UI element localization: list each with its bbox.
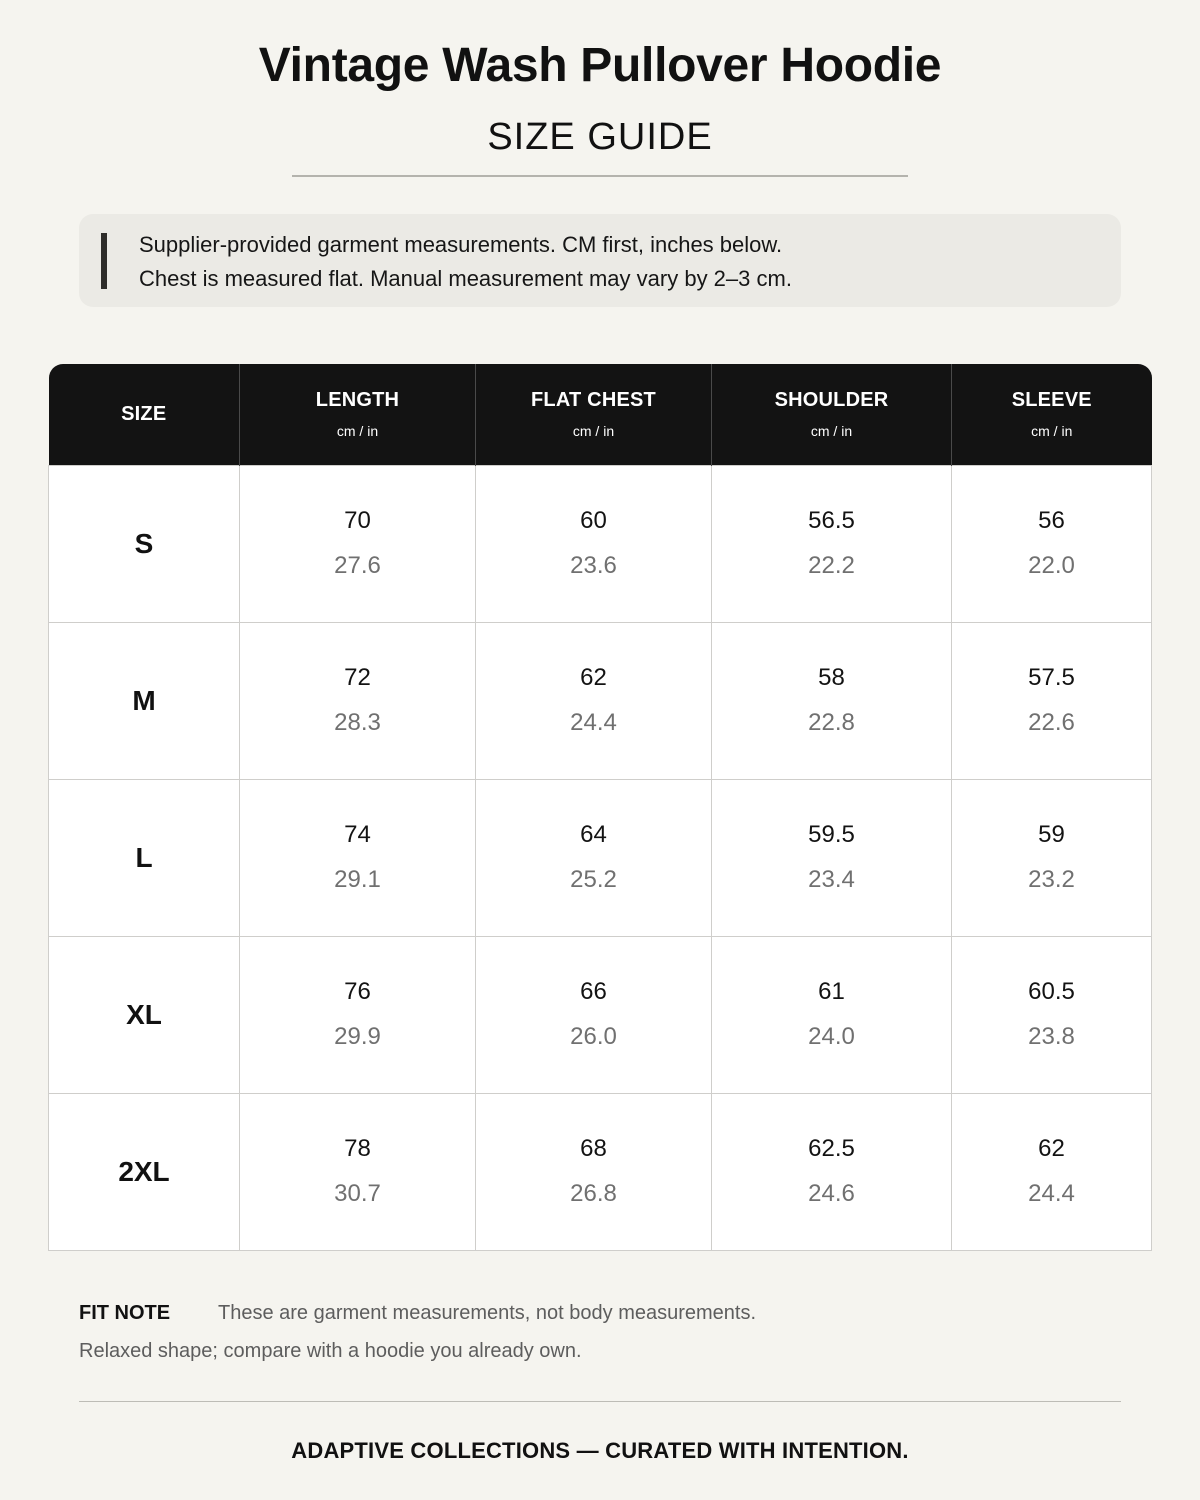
size-label: 2XL xyxy=(118,1155,170,1187)
table-row xyxy=(49,936,1152,1093)
inch-value: 22.8 xyxy=(808,709,855,736)
page-title: Vintage Wash Pullover Hoodie xyxy=(258,39,942,92)
footer-divider xyxy=(79,1401,1121,1402)
notice-line-1: Supplier-provided garment measurements. CM first, inches below. xyxy=(139,232,783,257)
cm-value: 56 xyxy=(1038,507,1065,534)
size-cell xyxy=(49,936,240,1093)
inch-value: 23.6 xyxy=(570,552,617,579)
inch-value: 23.4 xyxy=(808,866,855,893)
size-label: XL xyxy=(126,998,162,1030)
cm-value: 56.5 xyxy=(808,507,855,534)
column-header-sleeve xyxy=(952,364,1152,465)
inch-value: 25.2 xyxy=(570,866,617,893)
measurement-cell xyxy=(240,1093,476,1250)
column-label: FLAT CHEST xyxy=(531,389,656,412)
size-label: M xyxy=(132,684,156,716)
size-label: S xyxy=(134,527,154,559)
cm-value: 76 xyxy=(344,978,371,1005)
size-cell xyxy=(49,779,240,936)
measurement-cell xyxy=(952,936,1152,1093)
cm-value: 72 xyxy=(344,664,371,691)
measurement-cell xyxy=(476,779,712,936)
measurement-cell xyxy=(712,936,952,1093)
column-label: SIZE xyxy=(121,403,167,426)
cm-value: 60.5 xyxy=(1028,978,1075,1005)
cm-value: 58 xyxy=(818,664,845,691)
inch-value: 24.4 xyxy=(1028,1180,1075,1207)
column-header-flat-chest xyxy=(476,364,712,465)
column-header-size xyxy=(49,364,240,465)
measurement-cell xyxy=(476,622,712,779)
column-label: SHOULDER xyxy=(774,389,889,412)
size-table xyxy=(48,364,1152,1251)
measurement-cell xyxy=(952,622,1152,779)
measurement-cell xyxy=(712,779,952,936)
cm-value: 70 xyxy=(344,507,371,534)
notice-line-2: Chest is measured flat. Manual measurement may vary by 2–3 cm. xyxy=(139,266,792,291)
measurement-cell xyxy=(712,622,952,779)
table-row xyxy=(49,1093,1152,1250)
cm-value: 78 xyxy=(344,1135,371,1162)
cm-value: 60 xyxy=(580,507,607,534)
measurement-cell xyxy=(952,779,1152,936)
measurement-cell xyxy=(240,936,476,1093)
measurement-cell xyxy=(712,1093,952,1250)
inch-value: 24.4 xyxy=(570,709,617,736)
measurement-notice xyxy=(79,214,1121,307)
cm-value: 62 xyxy=(580,664,607,691)
measurement-cell xyxy=(476,465,712,622)
column-unit: cm / in xyxy=(810,423,853,440)
inch-value: 24.6 xyxy=(808,1180,855,1207)
inch-value: 22.6 xyxy=(1028,709,1075,736)
table-row xyxy=(49,779,1152,936)
size-cell xyxy=(49,1093,240,1250)
column-label: LENGTH xyxy=(315,389,400,412)
measurement-cell xyxy=(952,465,1152,622)
cm-value: 62.5 xyxy=(808,1135,855,1162)
inch-value: 26.8 xyxy=(570,1180,617,1207)
size-label: L xyxy=(135,841,153,873)
measurement-cell xyxy=(240,779,476,936)
cm-value: 59.5 xyxy=(808,821,855,848)
size-cell xyxy=(49,465,240,622)
size-cell xyxy=(49,622,240,779)
size-table-header xyxy=(49,364,1152,465)
fit-note-title: FIT NOTE xyxy=(79,1302,171,1324)
table-row xyxy=(49,622,1152,779)
measurement-cell xyxy=(476,1093,712,1250)
column-header-shoulder xyxy=(712,364,952,465)
header-row xyxy=(49,364,1152,465)
cm-value: 66 xyxy=(580,978,607,1005)
inch-value: 26.0 xyxy=(570,1023,617,1050)
inch-value: 24.0 xyxy=(808,1023,855,1050)
inch-value: 22.0 xyxy=(1028,552,1075,579)
page-subtitle: SIZE GUIDE xyxy=(487,116,713,158)
inch-value: 23.8 xyxy=(1028,1023,1075,1050)
notice-accent-bar xyxy=(101,233,107,289)
inch-value: 23.2 xyxy=(1028,866,1075,893)
inch-value: 29.9 xyxy=(334,1023,381,1050)
cm-value: 57.5 xyxy=(1028,664,1075,691)
inch-value: 22.2 xyxy=(808,552,855,579)
measurement-cell xyxy=(240,465,476,622)
column-header-length xyxy=(240,364,476,465)
footer-tagline: ADAPTIVE COLLECTIONS — CURATED WITH INTENTION. xyxy=(291,1438,909,1463)
column-unit: cm / in xyxy=(572,423,615,440)
inch-value: 30.7 xyxy=(334,1180,381,1207)
title-divider xyxy=(292,175,908,177)
cm-value: 61 xyxy=(818,978,845,1005)
table-row xyxy=(49,465,1152,622)
measurement-cell xyxy=(712,465,952,622)
fit-note-line-2: Relaxed shape; compare with a hoodie you already own. xyxy=(79,1340,582,1362)
cm-value: 64 xyxy=(580,821,607,848)
inch-value: 27.6 xyxy=(334,552,381,579)
fit-note-line-1: These are garment measurements, not body measurements. xyxy=(218,1302,757,1324)
measurement-cell xyxy=(240,622,476,779)
measurement-cell xyxy=(952,1093,1152,1250)
inch-value: 28.3 xyxy=(334,709,381,736)
size-table-body xyxy=(49,465,1152,1250)
column-label: SLEEVE xyxy=(1011,389,1092,412)
column-unit: cm / in xyxy=(336,423,379,440)
cm-value: 68 xyxy=(580,1135,607,1162)
cm-value: 59 xyxy=(1038,821,1065,848)
measurement-cell xyxy=(476,936,712,1093)
inch-value: 29.1 xyxy=(334,866,381,893)
cm-value: 74 xyxy=(344,821,371,848)
cm-value: 62 xyxy=(1038,1135,1065,1162)
column-unit: cm / in xyxy=(1031,423,1073,440)
